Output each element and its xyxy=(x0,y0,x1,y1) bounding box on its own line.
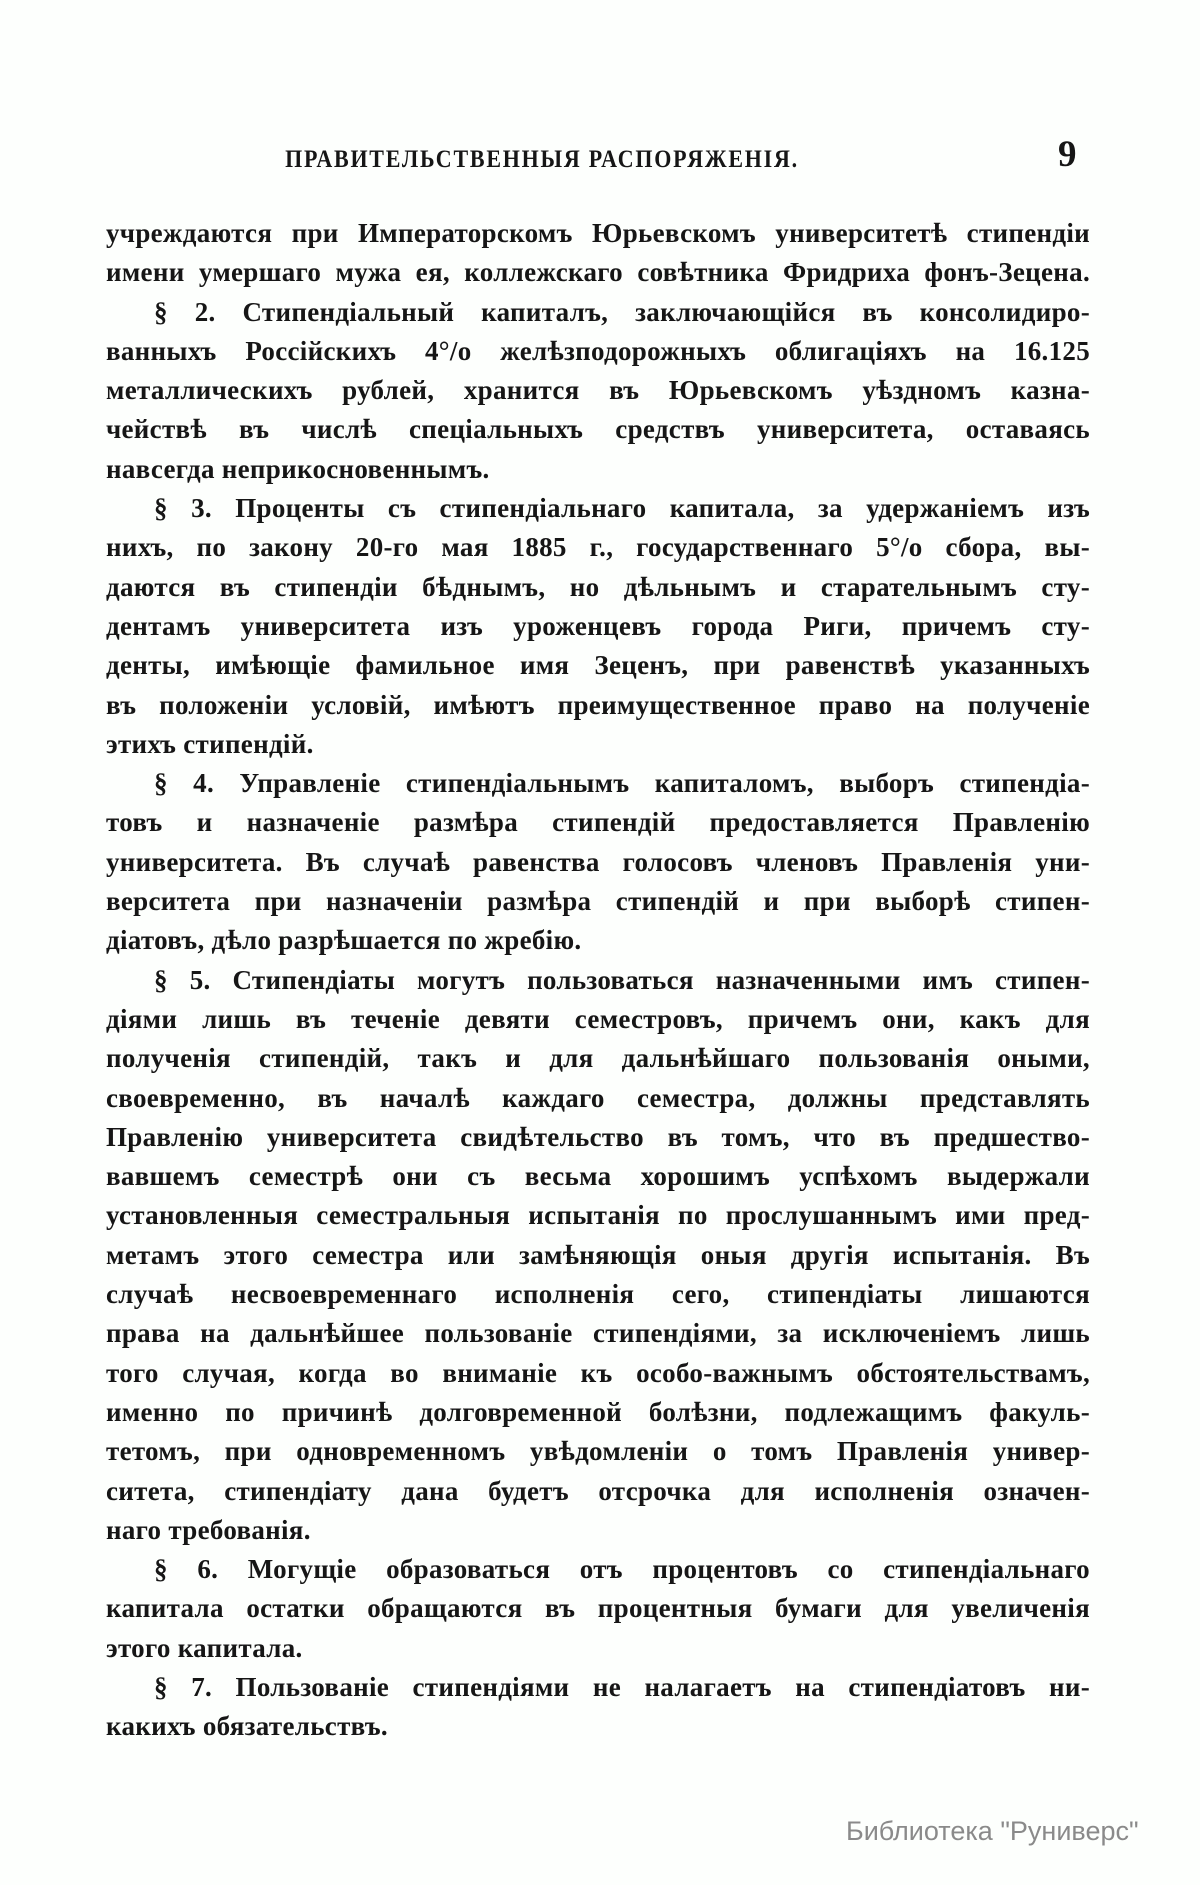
text-line: дентамъ университета изъ уроженцевъ города Риги, причемъ сту- xyxy=(106,610,1090,641)
text-line: въ положеніи условій, имѣютъ преимущественное право на полученіе xyxy=(106,689,1090,720)
text-line: навсегда неприкосновеннымъ. xyxy=(106,453,490,484)
text-line: капитала остатки обращаются въ процентныя бумаги для увеличенія xyxy=(106,1593,1090,1624)
text-line: права на дальнѣйшее пользованіе стипендіями, за исключеніемъ лишь xyxy=(106,1318,1090,1349)
text-line: тетомъ, при одновременномъ увѣдомленіи о томъ Правленія универ- xyxy=(106,1436,1090,1467)
text-line: § 3. Проценты съ стипендіальнаго капитала, за удержаніемъ изъ xyxy=(154,493,1090,524)
text-line: § 7. Пользованіе стипендіями не налагаетъ на стипендіатовъ ни- xyxy=(154,1671,1090,1702)
text-line: ситета, стипендіату дана будетъ отсрочка для исполненія означен- xyxy=(106,1475,1090,1506)
text-line: наго требованія. xyxy=(106,1514,311,1545)
paragraph-section-7 xyxy=(106,1668,1090,1747)
text-line: ванныхъ Россійскихъ 4°/о желѣзподорожныхъ облигаціяхъ на 16.125 xyxy=(106,335,1090,366)
text-line: металлическихъ рублей, хранится въ Юрьевскомъ уѣздномъ казна- xyxy=(106,375,1090,406)
page-number: 9 xyxy=(1058,134,1077,175)
text-line: этихъ стипендій. xyxy=(106,728,314,759)
paragraph-section-2 xyxy=(106,293,1090,489)
text-line: учреждаются при Императорскомъ Юрьевскомъ университетѣ стипендіи xyxy=(106,218,1090,248)
text-line: метамъ этого семестра или замѣняющія оныя другія испытанія. Въ xyxy=(106,1239,1090,1270)
text-line: Правленію университета свидѣтельство въ томъ, что въ предшество- xyxy=(106,1121,1090,1152)
text-line: товъ и назначеніе размѣра стипендій предоставляется Правленію xyxy=(106,807,1090,838)
text-line: § 6. Могущіе образоваться отъ процентовъ со стипендіальнаго xyxy=(154,1554,1090,1585)
text-line: денты, имѣющіе фамильное имя Зеценъ, при равенствѣ указанныхъ xyxy=(106,650,1090,681)
text-line: установленныя семестральныя испытанія по прослушаннымъ ими пред- xyxy=(106,1200,1090,1231)
text-line: какихъ обязательствъ. xyxy=(106,1711,388,1742)
text-line: своевременно, въ началѣ каждаго семестра, должны представлять xyxy=(106,1082,1090,1113)
paragraph-section-6 xyxy=(106,1550,1090,1668)
text-line: имени умершаго мужа ея, коллежскаго совѣтника Фридриха фонъ-Зецена. xyxy=(106,257,1090,288)
text-line: университета. Въ случаѣ равенства голосовъ членовъ Правленія уни- xyxy=(106,846,1090,877)
paragraph-section-3 xyxy=(106,489,1090,764)
text-line: этого капитала. xyxy=(106,1632,303,1663)
text-line: полученія стипендій, такъ и для дальнѣйшаго пользованія оными, xyxy=(106,1043,1090,1074)
text-line: верситета при назначеніи размѣра стипендій и при выборѣ стипен- xyxy=(106,886,1090,917)
text-line: діями лишь въ теченіе девяти семестровъ, причемъ они, какъ для xyxy=(106,1003,1090,1034)
text-line: чействѣ въ числѣ спеціальныхъ средствъ университета, оставаясь xyxy=(106,414,1090,445)
text-line: діатовъ, дѣло разрѣшается по жребію. xyxy=(106,925,582,956)
text-block xyxy=(106,214,1090,1747)
runivers-watermark: Библиотека "Руниверс" xyxy=(846,1816,1139,1846)
text-line: именно по причинѣ долговременной болѣзни, подлежащимъ факуль- xyxy=(106,1396,1090,1427)
text-line: § 2. Стипендіальный капиталъ, заключающійся въ консолидиро- xyxy=(154,296,1090,327)
text-line: того случая, когда во вниманіе къ особо-важнымъ обстоятельствамъ, xyxy=(106,1357,1090,1388)
text-line: нихъ, по закону 20-го мая 1885 г., государственнаго 5°/о сбора, вы- xyxy=(106,532,1090,563)
text-line: случаѣ несвоевременнаго исполненія сего, стипендіаты лишаются xyxy=(106,1279,1090,1310)
text-line: вавшемъ семестрѣ они съ весьма хорошимъ успѣхомъ выдержали xyxy=(106,1161,1090,1192)
paragraph-section-5 xyxy=(106,961,1090,1550)
text-line: даются въ стипендіи бѣднымъ, но дѣльнымъ и старательнымъ сту- xyxy=(106,571,1090,602)
text-line: § 5. Стипендіаты могутъ пользоваться назначенными имъ стипен- xyxy=(154,964,1090,995)
paragraph-continuation xyxy=(106,214,1090,293)
running-head-title: ПРАВИТЕЛЬСТВЕННЫЯ РАСПОРЯЖЕНІЯ. xyxy=(285,146,799,173)
text-line: § 4. Управленіе стипендіальнымъ капиталомъ, выборъ стипендіа- xyxy=(154,768,1090,799)
paragraph-section-4 xyxy=(106,764,1090,960)
